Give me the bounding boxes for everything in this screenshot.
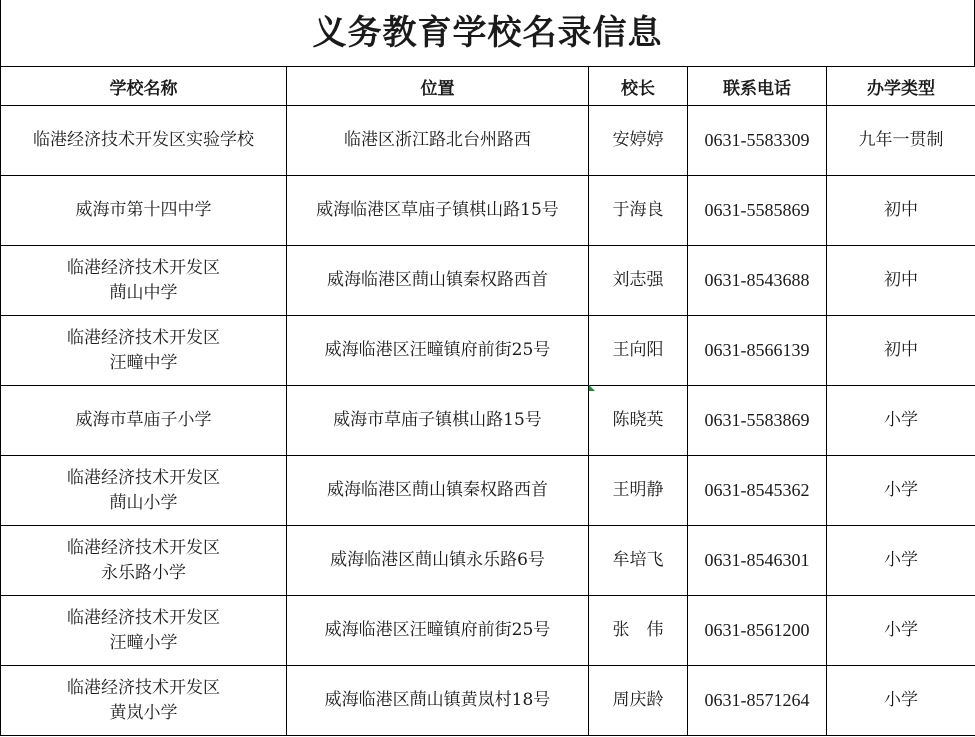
- table-row: [1, 316, 975, 386]
- location-cell[interactable]: 威海市草庙子镇棋山路15号: [287, 386, 589, 456]
- school-name-line1: 临港经济技术开发区实验学校: [33, 130, 254, 150]
- school-name-cell[interactable]: [1, 666, 287, 736]
- type-cell[interactable]: 初中: [827, 246, 975, 316]
- principal-cell[interactable]: 张 伟: [589, 596, 688, 666]
- location-cell[interactable]: 临港区浙江路北台州路西: [287, 106, 589, 176]
- table-row: [1, 456, 975, 526]
- school-name-line1: 临港经济技术开发区: [67, 257, 220, 278]
- school-name-line2: 永乐路小学: [101, 562, 186, 583]
- school-name-line2: 蔄山中学: [109, 282, 178, 303]
- header-school-name[interactable]: 学校名称: [1, 67, 287, 106]
- school-name-cell[interactable]: [1, 526, 287, 596]
- type-cell[interactable]: 小学: [827, 666, 975, 736]
- school-name-cell[interactable]: [1, 246, 287, 316]
- school-name-cell[interactable]: [1, 456, 287, 526]
- principal-cell[interactable]: 陈晓英: [589, 386, 688, 456]
- table-row: [1, 176, 975, 246]
- header-principal[interactable]: 校长: [589, 67, 688, 106]
- location-cell[interactable]: 威海临港区蔄山镇秦权路西首: [287, 456, 589, 526]
- location-cell[interactable]: 威海临港区草庙子镇棋山路15号: [287, 176, 589, 246]
- type-cell[interactable]: 小学: [827, 596, 975, 666]
- table-row: [1, 386, 975, 456]
- header-phone[interactable]: 联系电话: [688, 67, 827, 106]
- school-name-cell[interactable]: [1, 596, 287, 666]
- location-cell[interactable]: 威海临港区蔄山镇秦权路西首: [287, 246, 589, 316]
- type-cell[interactable]: 初中: [827, 176, 975, 246]
- school-name-line1: 威海市草庙子小学: [75, 410, 212, 430]
- school-name-cell[interactable]: [1, 176, 287, 246]
- location-cell[interactable]: 威海临港区汪疃镇府前街25号: [287, 316, 589, 386]
- school-name-cell[interactable]: [1, 106, 287, 176]
- phone-cell[interactable]: 0631-8566139: [688, 316, 827, 386]
- school-name-line2: 汪疃小学: [109, 632, 178, 653]
- school-name-line1: 临港经济技术开发区: [67, 677, 220, 698]
- phone-cell[interactable]: 0631-8545362: [688, 456, 827, 526]
- phone-cell[interactable]: 0631-8561200: [688, 596, 827, 666]
- school-name-line1: 临港经济技术开发区: [67, 327, 220, 348]
- type-cell[interactable]: 九年一贯制: [827, 106, 975, 176]
- school-name-line2: 蔄山小学: [109, 492, 178, 513]
- table-row: [1, 666, 975, 736]
- school-name-line2: 汪疃中学: [109, 352, 178, 373]
- phone-cell[interactable]: 0631-5583869: [688, 386, 827, 456]
- type-cell[interactable]: 小学: [827, 456, 975, 526]
- principal-cell[interactable]: 周庆龄: [589, 666, 688, 736]
- school-name-line1: 威海市第十四中学: [75, 200, 212, 220]
- table-row: [1, 106, 975, 176]
- header-type[interactable]: 办学类型: [827, 67, 975, 106]
- principal-cell[interactable]: 刘志强: [589, 246, 688, 316]
- phone-cell[interactable]: 0631-8546301: [688, 526, 827, 596]
- school-name-cell[interactable]: [1, 386, 287, 456]
- page-title: 义务教育学校名录信息: [0, 0, 975, 66]
- table-row: [1, 246, 975, 316]
- table-row: [1, 596, 975, 666]
- school-name-line1: 临港经济技术开发区: [67, 537, 220, 558]
- table-row: [1, 526, 975, 596]
- location-cell[interactable]: 威海临港区汪疃镇府前街25号: [287, 596, 589, 666]
- school-name-line1: 临港经济技术开发区: [67, 607, 220, 628]
- principal-cell[interactable]: 牟培飞: [589, 526, 688, 596]
- school-name-line2: 黄岚小学: [109, 702, 178, 723]
- location-cell[interactable]: 威海临港区蔄山镇黄岚村18号: [287, 666, 589, 736]
- table-header-row: [1, 67, 975, 106]
- phone-cell[interactable]: 0631-8543688: [688, 246, 827, 316]
- type-cell[interactable]: 初中: [827, 316, 975, 386]
- type-cell[interactable]: 小学: [827, 526, 975, 596]
- phone-cell[interactable]: 0631-5583309: [688, 106, 827, 176]
- school-name-cell[interactable]: [1, 316, 287, 386]
- phone-cell[interactable]: 0631-5585869: [688, 176, 827, 246]
- location-cell[interactable]: 威海临港区蔄山镇永乐路6号: [287, 526, 589, 596]
- school-name-line1: 临港经济技术开发区: [67, 467, 220, 488]
- school-table: [0, 66, 975, 736]
- principal-cell[interactable]: 王明静: [589, 456, 688, 526]
- principal-cell[interactable]: 安婷婷: [589, 106, 688, 176]
- principal-cell[interactable]: 于海良: [589, 176, 688, 246]
- principal-cell[interactable]: 王向阳: [589, 316, 688, 386]
- type-cell[interactable]: 小学: [827, 386, 975, 456]
- comment-indicator-icon: [589, 385, 595, 391]
- phone-cell[interactable]: 0631-8571264: [688, 666, 827, 736]
- header-location[interactable]: 位置: [287, 67, 589, 106]
